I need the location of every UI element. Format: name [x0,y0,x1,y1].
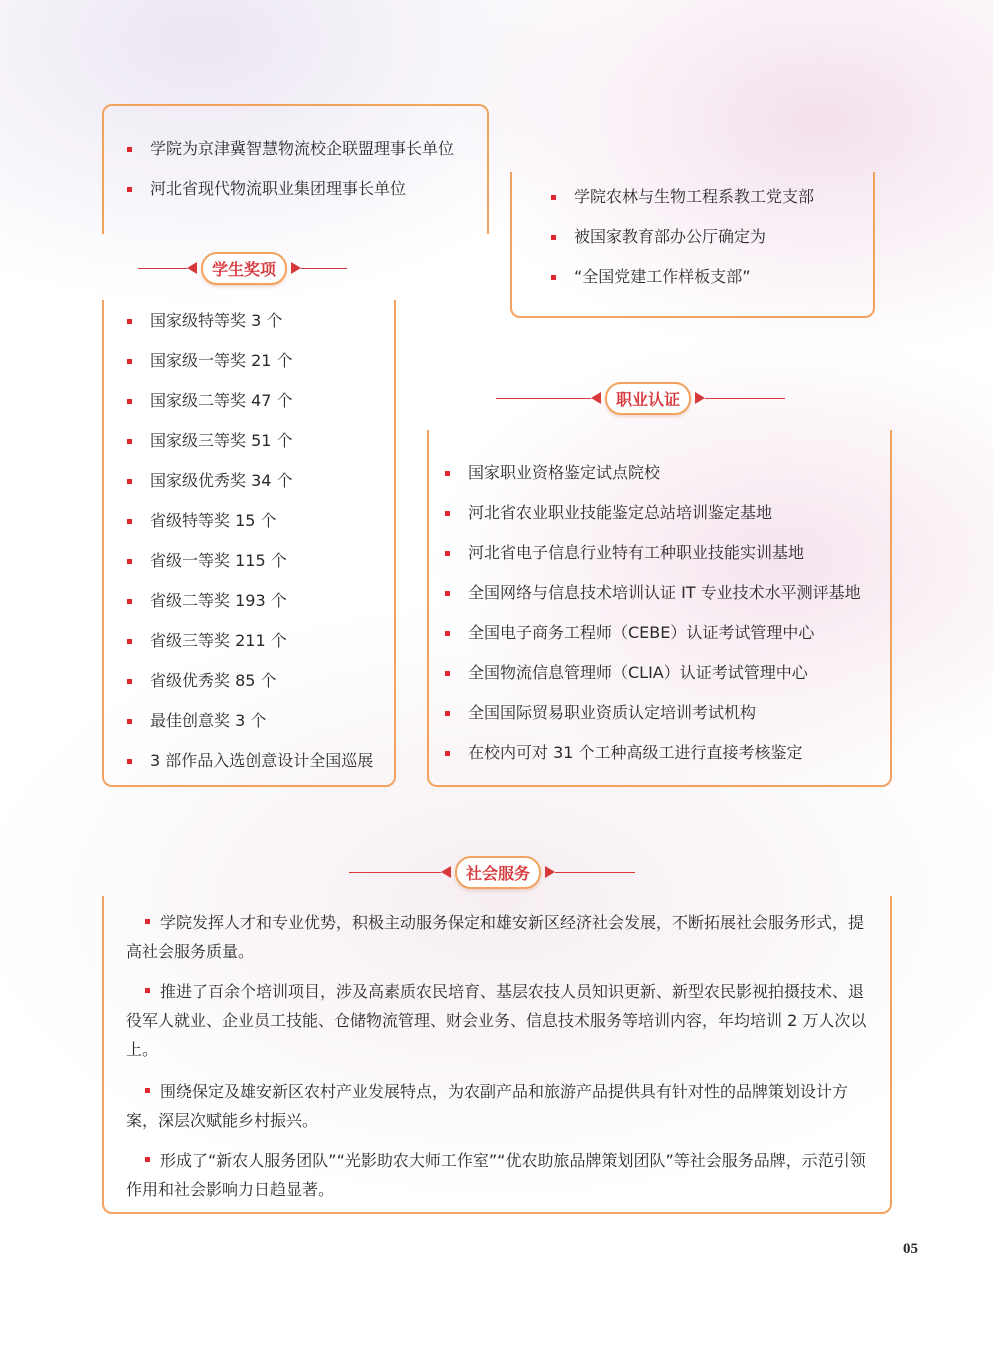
list-item: 河北省农业职业技能鉴定总站培训鉴定基地 [445,503,861,523]
list-item: 3 部作品入选创意设计全国巡展 [127,751,373,771]
list-item: 全国物流信息管理师（CLIA）认证考试管理中心 [445,663,861,683]
list-item: 河北省现代物流职业集团理事长单位 [127,179,454,199]
list-item: 国家级优秀奖 34 个 [127,471,373,491]
certification-heading [496,381,785,415]
list-item: 省级二等奖 193 个 [127,591,373,611]
bullet-icon [145,1157,150,1162]
list-item: 在校内可对 31 个工种高级工进行直接考核鉴定 [445,743,861,763]
list-item: 河北省电子信息行业特有工种职业技能实训基地 [445,543,861,563]
page-number: 05 [903,1241,918,1257]
social-service-paragraph: 学院发挥人才和专业优势，积极主动服务保定和雄安新区经济社会发展，不断拓展社会服务形式，提高社会服务质量。 [126,913,865,961]
student-awards-heading [138,251,347,285]
list-item: 国家级三等奖 51 个 [127,431,373,451]
section-title: 学生奖项 [201,252,287,285]
list-item: “全国党建工作样板支部” [551,267,814,287]
list-item: 学院农林与生物工程系教工党支部 [551,187,814,207]
list-item: 省级三等奖 211 个 [127,631,373,651]
section-title: 社会服务 [455,856,541,889]
social-service-paragraph: 形成了“新农人服务团队”“光影助农大师工作室”“优农助旅品牌策划团队”等社会服务品牌，示范引领作用和社会影响力日趋显著。 [126,1151,866,1199]
list-item: 省级一等奖 115 个 [127,551,373,571]
party-branch-list [551,187,814,287]
list-item: 省级优秀奖 85 个 [127,671,373,691]
certification-list [445,463,861,763]
list-item: 最佳创意奖 3 个 [127,711,373,731]
social-service-paragraph: 推进了百余个培训项目，涉及高素质农民培育、基层农技人员知识更新、新型农民影视拍摄技术、退役军人就业、企业员工技能、仓储物流管理、财会业务、信息技术服务等培训内容，年均培训 2 万人次以上。 [126,982,867,1059]
list-item: 学院为京津冀智慧物流校企联盟理事长单位 [127,139,454,159]
bullet-icon [145,1088,150,1093]
list-item: 国家级特等奖 3 个 [127,311,373,331]
alliance-list [127,139,454,199]
list-item: 被国家教育部办公厅确定为 [551,227,814,247]
list-item: 全国电子商务工程师（CEBE）认证考试管理中心 [445,623,861,643]
section-title: 职业认证 [605,382,691,415]
bullet-icon [145,988,150,993]
list-item: 全国国际贸易职业资质认定培训考试机构 [445,703,861,723]
social-service-paragraph: 围绕保定及雄安新区农村产业发展特点，为农副产品和旅游产品提供具有针对性的品牌策划设计方案，深层次赋能乡村振兴。 [126,1082,849,1130]
student-awards-list [127,311,373,771]
list-item: 国家级一等奖 21 个 [127,351,373,371]
list-item: 全国网络与信息技术培训认证 IT 专业技术水平测评基地 [445,583,861,603]
list-item: 省级特等奖 15 个 [127,511,373,531]
list-item: 国家职业资格鉴定试点院校 [445,463,861,483]
bullet-icon [145,919,150,924]
social-service-heading [349,855,635,889]
list-item: 国家级二等奖 47 个 [127,391,373,411]
